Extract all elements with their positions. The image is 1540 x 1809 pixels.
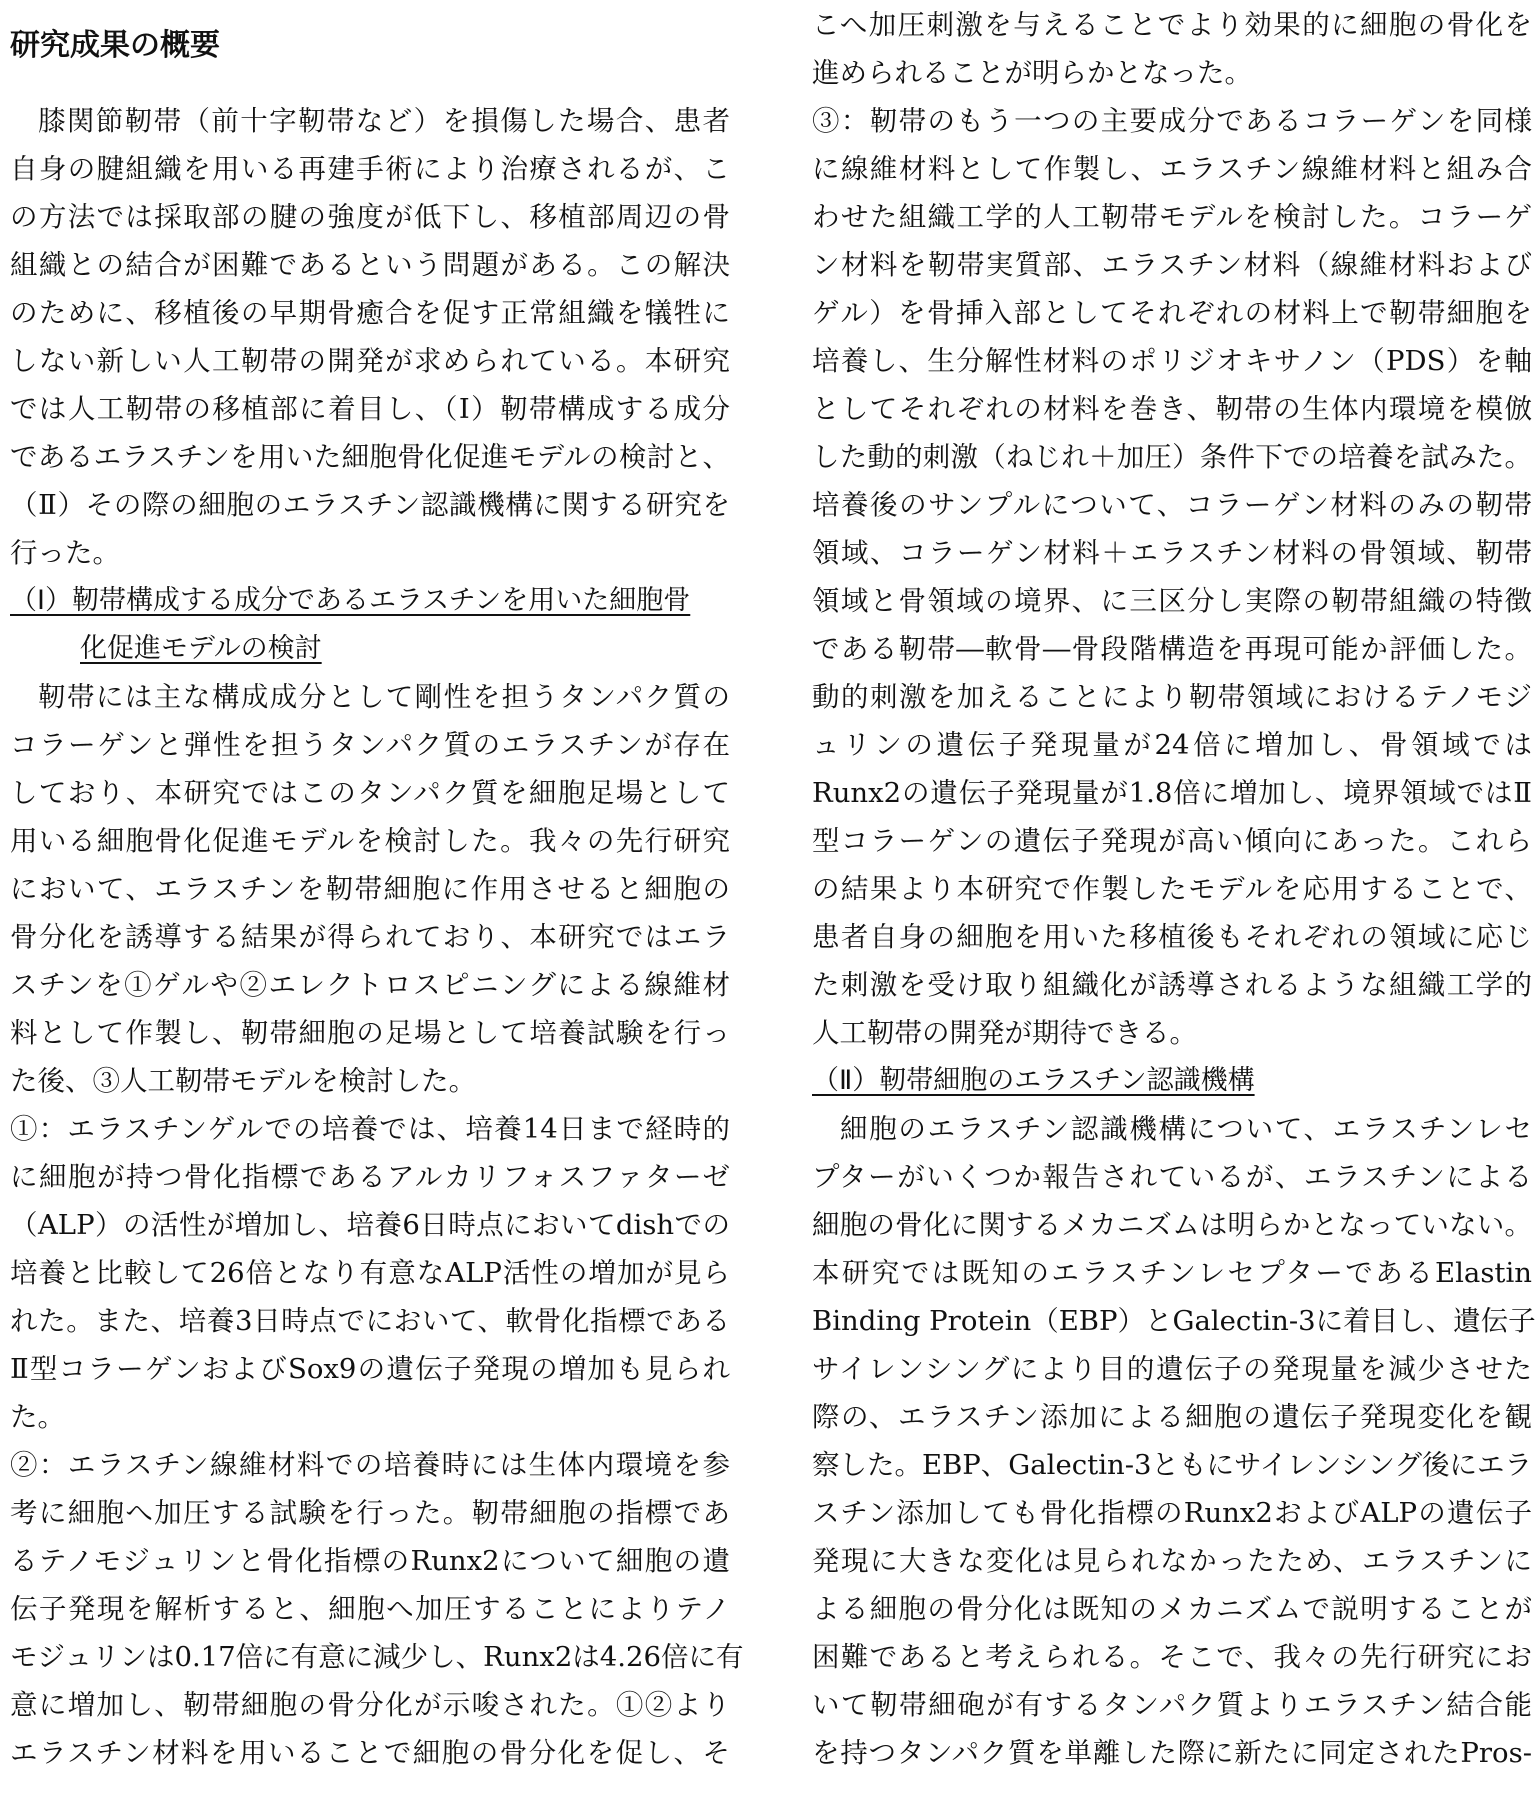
text-line: サイレンシングにより目的遺伝子の発現量を減少させた — [812, 1353, 1532, 1385]
text-line: るテノモジュリンと骨化指標のRunx2について細胞の遺 — [10, 1545, 730, 1577]
text-line: 発現に大きな変化は見られなかったため、エラスチンに — [812, 1545, 1532, 1577]
section-heading-2: （Ⅱ）靭帯細胞のエラスチン認識機構 — [812, 1065, 1255, 1096]
text-line: 患者自身の細胞を用いた移植後もそれぞれの領域に応じ — [812, 921, 1532, 953]
text-line: スチン添加しても骨化指標のRunx2およびALPの遺伝子 — [812, 1497, 1532, 1529]
text-line: スチンを①ゲルや②エレクトロスピニングによる線維材 — [10, 969, 730, 1001]
text-line: 進められることが明らかとなった。 — [812, 57, 1252, 89]
text-line: に細胞が持つ骨化指標であるアルカリフォスファターゼ — [10, 1161, 730, 1193]
text-line: 領域、コラーゲン材料＋エラスチン材料の骨領域、靭帯 — [812, 537, 1532, 569]
text-line: Ⅱ型コラーゲンおよびSox9の遺伝子発現の増加も見られ — [10, 1353, 730, 1385]
text-line: いて靭帯細砲が有するタンパク質よりエラスチン結合能 — [812, 1689, 1532, 1721]
text-line: エラスチン材料を用いることで細胞の骨分化を促し、そ — [10, 1737, 730, 1769]
text-line: た刺激を受け取り組織化が誘導されるような組織工学的 — [812, 969, 1532, 1001]
text-line: 行った。 — [10, 537, 120, 569]
text-line: の結果より本研究で作製したモデルを応用することで、 — [812, 873, 1532, 905]
section-heading-1: （Ⅰ）靭帯構成する成分であるエラスチンを用いた細胞骨 — [10, 585, 691, 616]
text-line: 細胞のエラスチン認識機構について、エラスチンレセ — [840, 1113, 1532, 1145]
text-line: した動的刺激（ねじれ＋加圧）条件下での培養を試みた。 — [812, 441, 1532, 473]
text-line: 料として作製し、靭帯細胞の足場として培養試験を行っ — [10, 1017, 730, 1049]
text-line: コラーゲンと弾性を担うタンパク質のエラスチンが存在 — [10, 729, 730, 761]
text-line: において、エラスチンを靭帯細胞に作用させると細胞の — [10, 873, 730, 905]
text-line: （Ⅱ）その際の細胞のエラスチン認識機構に関する研究を — [10, 489, 730, 521]
text-line: 領域と骨領域の境界、に三区分し実際の靭帯組織の特徴 — [812, 585, 1532, 617]
text-line: わせた組織工学的人工靭帯モデルを検討した。コラーゲ — [812, 201, 1532, 233]
text-line: 骨分化を誘導する結果が得られており、本研究ではエラ — [10, 921, 730, 953]
section-title: 研究成果の概要 — [10, 28, 220, 63]
text-line: であるエラスチンを用いた細胞骨化促進モデルの検討と、 — [10, 441, 730, 473]
text-line: Binding Protein（EBP）とGalectin-3に着目し、遺伝子 — [812, 1305, 1536, 1337]
text-line: 意に増加し、靭帯細胞の骨分化が示唆された。①②より — [10, 1689, 730, 1721]
text-line: プターがいくつか報告されているが、エラスチンによる — [812, 1161, 1532, 1193]
text-line: Runx2の遺伝子発現量が1.8倍に増加し、境界領域ではⅡ — [812, 777, 1532, 809]
text-line: 膝関節靭帯（前十字靭帯など）を損傷した場合、患者 — [38, 105, 730, 137]
text-line: ゲル）を骨挿入部としてそれぞれの材料上で靭帯細胞を — [812, 297, 1532, 329]
text-line: 困難であると考えられる。そこで、我々の先行研究にお — [812, 1641, 1532, 1673]
text-line: 靭帯には主な構成成分として剛性を担うタンパク質の — [38, 681, 730, 713]
text-line: 本研究では既知のエラスチンレセプターであるElastin — [812, 1257, 1532, 1289]
text-line: モジュリンは0.17倍に有意に減少し、Runx2は4.26倍に有 — [10, 1641, 744, 1673]
text-line: としてそれぞれの材料を巻き、靭帯の生体内環境を模倣 — [812, 393, 1532, 425]
text-line: れた。また、培養3日時点でにおいて、軟骨化指標である — [10, 1305, 730, 1337]
text-line: た後、③人工靭帯モデルを検討した。 — [10, 1065, 477, 1097]
text-line: ①：エラスチンゲルでの培養では、培養14日まで経時的 — [10, 1113, 730, 1145]
text-line: を持つタンパク質を単離した際に新たに同定されたPros- — [812, 1737, 1532, 1769]
text-line: ュリンの遺伝子発現量が24倍に増加し、骨領域では — [812, 729, 1532, 761]
text-line: 考に細胞へ加圧する試験を行った。靭帯細胞の指標であ — [10, 1497, 730, 1529]
text-line: 動的刺激を加えることにより靭帯領域におけるテノモジ — [812, 681, 1532, 713]
text-line: である靭帯―軟骨―骨段階構造を再現可能か評価した。 — [812, 633, 1532, 665]
text-line: （ALP）の活性が増加し、培養6日時点においてdishでの — [10, 1209, 730, 1241]
text-line: 培養し、生分解性材料のポリジオキサノン（PDS）を軸 — [812, 345, 1532, 377]
text-line: に線維材料として作製し、エラスチン線維材料と組み合 — [812, 153, 1532, 185]
text-line: た。 — [10, 1401, 65, 1433]
text-line: こへ加圧刺激を与えることでより効果的に細胞の骨化を — [812, 9, 1532, 41]
text-line: 自身の腱組織を用いる再建手術により治療されるが、こ — [10, 153, 730, 185]
text-line: 用いる細胞骨化促進モデルを検討した。我々の先行研究 — [10, 825, 730, 857]
text-line: ③：靭帯のもう一つの主要成分であるコラーゲンを同様 — [812, 105, 1532, 137]
text-line: ン材料を靭帯実質部、エラスチン材料（線維材料および — [812, 249, 1532, 281]
text-line: では人工靭帯の移植部に着目し、（Ⅰ）靭帯構成する成分 — [10, 393, 730, 425]
text-line: 伝子発現を解析すると、細胞へ加圧することによりテノ — [10, 1593, 730, 1625]
text-line: 培養と比較して26倍となり有意なALP活性の増加が見ら — [10, 1257, 730, 1289]
text-line: しない新しい人工靭帯の開発が求められている。本研究 — [10, 345, 730, 377]
text-line: 察した。EBP、Galectin-3ともにサイレンシング後にエラ — [812, 1449, 1532, 1481]
text-line: しており、本研究ではこのタンパク質を細胞足場として — [10, 777, 730, 809]
text-line: のために、移植後の早期骨癒合を促す正常組織を犠牲に — [10, 297, 730, 329]
text-line: ②：エラスチン線維材料での培養時には生体内環境を参 — [10, 1449, 730, 1481]
text-line: 組織との結合が困難であるという問題がある。この解決 — [10, 249, 730, 281]
section-heading-1-continued: 化促進モデルの検討 — [80, 633, 322, 664]
text-line: の方法では採取部の腱の強度が低下し、移植部周辺の骨 — [10, 201, 730, 233]
text-line: 型コラーゲンの遺伝子発現が高い傾向にあった。これら — [812, 825, 1532, 857]
text-line: 際の、エラスチン添加による細胞の遺伝子発現変化を観 — [812, 1401, 1532, 1433]
text-line: よる細胞の骨分化は既知のメカニズムで説明することが — [812, 1593, 1532, 1625]
text-line: 人工靭帯の開発が期待できる。 — [812, 1017, 1197, 1049]
text-line: 培養後のサンプルについて、コラーゲン材料のみの靭帯 — [812, 489, 1532, 521]
text-line: 細胞の骨化に関するメカニズムは明らかとなっていない。 — [812, 1209, 1532, 1241]
